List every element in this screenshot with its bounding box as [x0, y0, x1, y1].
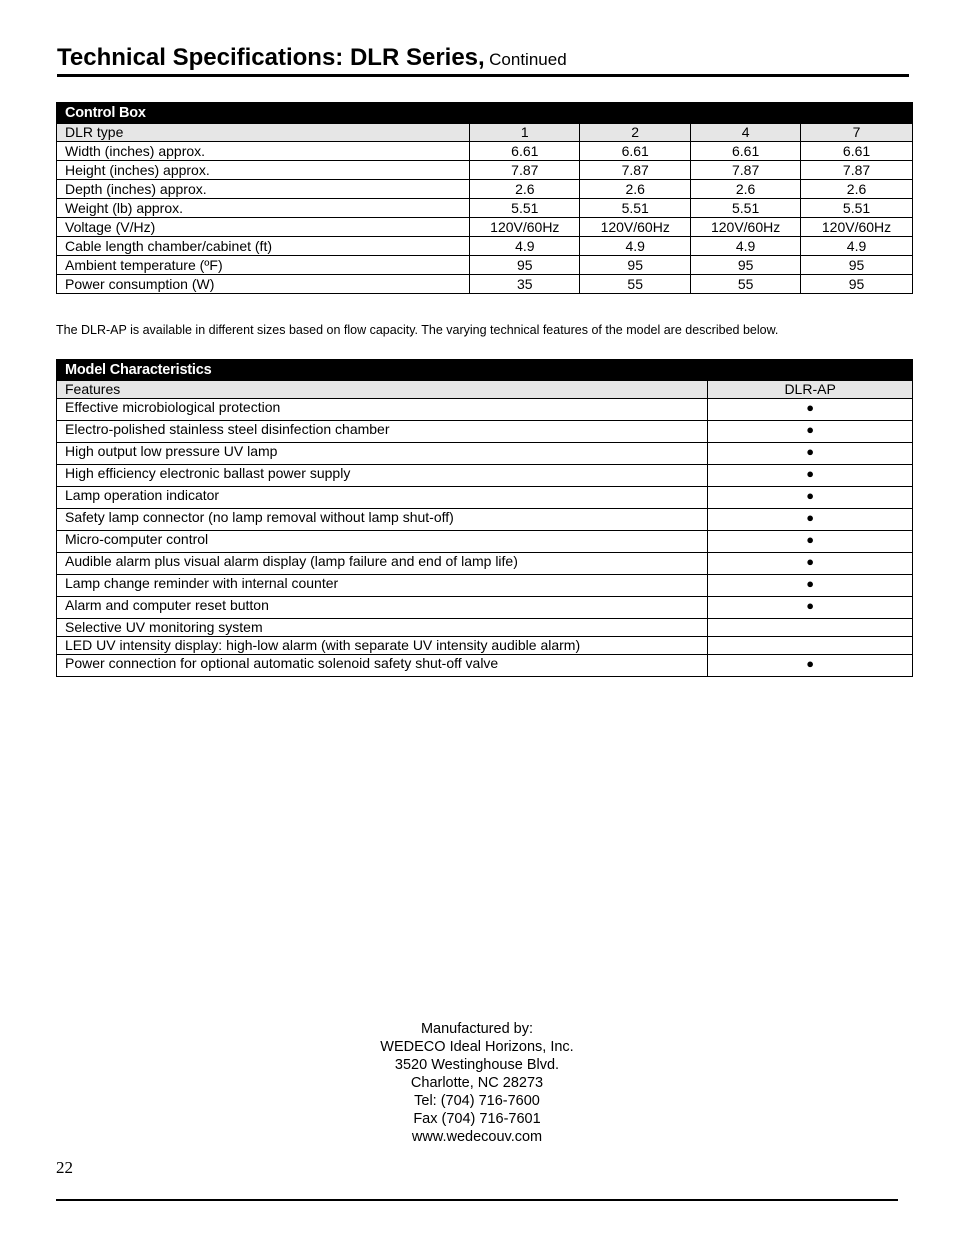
- bullet-icon: ●: [708, 655, 913, 677]
- table-row: [57, 655, 913, 677]
- column-header-type-1: 1: [470, 124, 580, 142]
- table-cell: 7.87: [801, 161, 913, 180]
- footer-city: Charlotte, NC 28273: [410, 1075, 544, 1091]
- table-cell: 2.6: [801, 180, 913, 199]
- table-cell: 6.61: [801, 142, 913, 161]
- feature-label: LED UV intensity display: high-low alarm (with separate UV intensity audible alarm): [57, 637, 708, 655]
- feature-label: Audible alarm plus visual alarm display (lamp failure and end of lamp life): [57, 553, 708, 575]
- table-row: [57, 637, 913, 655]
- feature-label: Safety lamp connector (no lamp removal without lamp shut-off): [57, 509, 708, 531]
- row-label: Height (inches) approx.: [57, 161, 470, 180]
- table-cell: 95: [801, 275, 913, 294]
- table-row: [57, 142, 913, 161]
- feature-label: Lamp operation indicator: [57, 487, 708, 509]
- bullet-icon: ●: [708, 531, 913, 553]
- footer-street: 3520 Westinghouse Blvd.: [394, 1057, 560, 1073]
- table-row: [57, 465, 913, 487]
- column-header-type-2: 2: [580, 124, 691, 142]
- model-characteristics-table: [56, 359, 913, 677]
- feature-label: Micro-computer control: [57, 531, 708, 553]
- control-box-header-row: [57, 124, 913, 142]
- bullet-icon: ●: [708, 597, 913, 619]
- table-cell: 120V/60Hz: [470, 218, 580, 237]
- table-row: [57, 256, 913, 275]
- table-row: [57, 180, 913, 199]
- bullet-icon: ●: [708, 443, 913, 465]
- table-cell: 95: [580, 256, 691, 275]
- table-cell: 6.61: [691, 142, 801, 161]
- footer-tel: Tel: (704) 716-7600: [414, 1093, 540, 1109]
- column-header-features: Features: [57, 381, 708, 399]
- table-cell: 95: [691, 256, 801, 275]
- page-title: Technical Specifications: DLR Series,: [57, 44, 485, 71]
- table-row: [57, 199, 913, 218]
- column-header-dlr-ap: DLR-AP: [708, 381, 913, 399]
- row-label: Cable length chamber/cabinet (ft): [57, 237, 470, 256]
- footer-fax: Fax (704) 716-7601: [413, 1111, 541, 1127]
- table-cell: 55: [691, 275, 801, 294]
- table-cell: 2.6: [580, 180, 691, 199]
- column-header-type-4: 4: [691, 124, 801, 142]
- column-header-type-7: 7: [801, 124, 913, 142]
- row-label: Weight (lb) approx.: [57, 199, 470, 218]
- feature-label: High output low pressure UV lamp: [57, 443, 708, 465]
- table-row: [57, 275, 913, 294]
- feature-label: Electro-polished stainless steel disinfection chamber: [57, 421, 708, 443]
- table-cell: 7.87: [691, 161, 801, 180]
- footer-website: www.wedecouv.com: [411, 1129, 543, 1145]
- table-row: [57, 237, 913, 256]
- table-row: [57, 531, 913, 553]
- empty-mark-cell: [708, 637, 913, 655]
- table-cell: 5.51: [580, 199, 691, 218]
- table-row: [57, 421, 913, 443]
- bullet-icon: ●: [708, 421, 913, 443]
- table-row: [57, 509, 913, 531]
- table-cell: 120V/60Hz: [691, 218, 801, 237]
- table-cell: 35: [470, 275, 580, 294]
- table-cell: 4.9: [691, 237, 801, 256]
- manufacturer-footer: [0, 1020, 954, 1146]
- bottom-divider: [56, 1199, 898, 1201]
- bullet-icon: ●: [708, 399, 913, 421]
- table-row: [57, 487, 913, 509]
- footer-manufactured-by: Manufactured by:: [420, 1021, 534, 1037]
- table-cell: 120V/60Hz: [801, 218, 913, 237]
- table-row: [57, 553, 913, 575]
- bullet-icon: ●: [708, 553, 913, 575]
- page-title-continued: Continued: [489, 50, 567, 69]
- feature-label: Power connection for optional automatic solenoid safety shut-off valve: [57, 655, 708, 677]
- model-note: The DLR-AP is available in different sizes based on flow capacity. The varying technical features of the model are described below.: [56, 323, 779, 337]
- bullet-icon: ●: [708, 509, 913, 531]
- table-cell: 120V/60Hz: [580, 218, 691, 237]
- table-cell: 5.51: [691, 199, 801, 218]
- table-row: [57, 575, 913, 597]
- table-cell: 2.6: [470, 180, 580, 199]
- model-characteristics-title: Model Characteristics: [57, 360, 913, 381]
- table-cell: 5.51: [470, 199, 580, 218]
- table-row: [57, 597, 913, 619]
- table-cell: 4.9: [470, 237, 580, 256]
- row-label: Ambient temperature (ºF): [57, 256, 470, 275]
- empty-mark-cell: [708, 619, 913, 637]
- feature-label: Effective microbiological protection: [57, 399, 708, 421]
- bullet-icon: ●: [708, 487, 913, 509]
- page-heading: [57, 44, 909, 77]
- row-label: Width (inches) approx.: [57, 142, 470, 161]
- table-cell: 6.61: [470, 142, 580, 161]
- feature-label: High efficiency electronic ballast power supply: [57, 465, 708, 487]
- table-cell: 55: [580, 275, 691, 294]
- table-row: [57, 218, 913, 237]
- column-header-dlr-type: DLR type: [57, 124, 470, 142]
- table-cell: 95: [801, 256, 913, 275]
- feature-label: Lamp change reminder with internal counter: [57, 575, 708, 597]
- table-row: [57, 443, 913, 465]
- table-cell: 4.9: [801, 237, 913, 256]
- table-cell: 4.9: [580, 237, 691, 256]
- control-box-table: [56, 102, 913, 294]
- row-label: Power consumption (W): [57, 275, 470, 294]
- page-number: 22: [56, 1158, 73, 1177]
- table-cell: 2.6: [691, 180, 801, 199]
- footer-company: WEDECO Ideal Horizons, Inc.: [380, 1039, 574, 1055]
- bullet-icon: ●: [708, 575, 913, 597]
- table-cell: 7.87: [470, 161, 580, 180]
- row-label: Depth (inches) approx.: [57, 180, 470, 199]
- model-characteristics-header-row: [57, 381, 913, 399]
- bullet-icon: ●: [708, 465, 913, 487]
- table-row: [57, 161, 913, 180]
- table-cell: 95: [470, 256, 580, 275]
- table-row: [57, 619, 913, 637]
- table-cell: 7.87: [580, 161, 691, 180]
- table-cell: 6.61: [580, 142, 691, 161]
- row-label: Voltage (V/Hz): [57, 218, 470, 237]
- table-row: [57, 399, 913, 421]
- feature-label: Selective UV monitoring system: [57, 619, 708, 637]
- table-cell: 5.51: [801, 199, 913, 218]
- control-box-title: Control Box: [57, 103, 913, 124]
- feature-label: Alarm and computer reset button: [57, 597, 708, 619]
- control-box-title-row: [57, 103, 913, 124]
- model-characteristics-title-row: [57, 360, 913, 381]
